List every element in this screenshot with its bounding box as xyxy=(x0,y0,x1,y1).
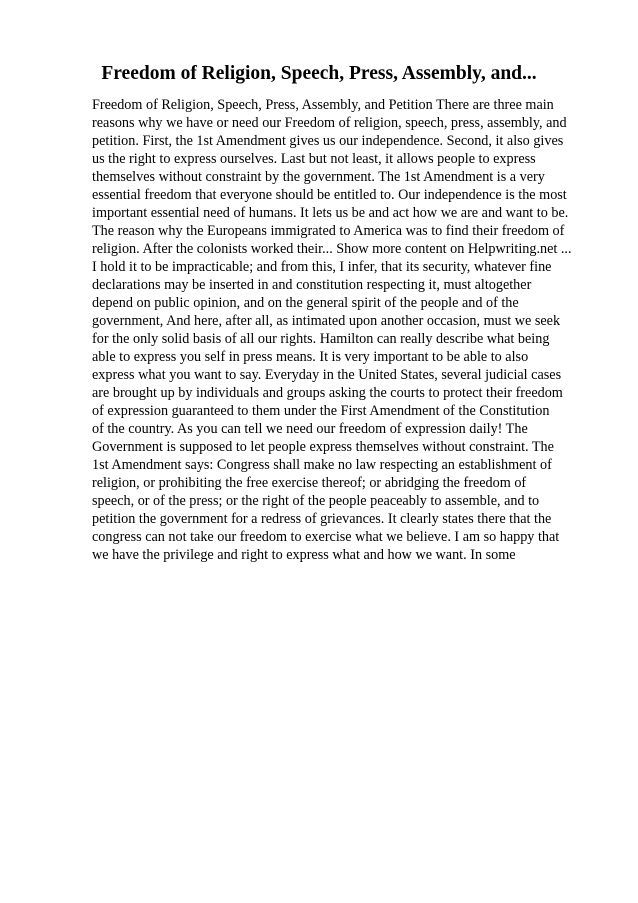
body-line: 1st Amendment says: Congress shall make no law respecting an establishment of xyxy=(92,457,552,473)
body-line: Freedom of Religion, Speech, Press, Assembly, and Petition There are three main xyxy=(92,97,554,113)
body-line: Government is supposed to let people express themselves without constraint. The xyxy=(92,439,554,455)
body-line: religion, or prohibiting the free exercise thereof; or abridging the freedom of xyxy=(92,475,527,491)
body-line: of the country. As you can tell we need our freedom of expression daily! The xyxy=(92,421,528,437)
body-line: us the right to express ourselves. Last but not least, it allows people to express xyxy=(92,151,536,167)
body-line: themselves without constraint by the government. The 1st Amendment is a very xyxy=(92,169,545,185)
document-title: Freedom of Religion, Speech, Press, Assembly, and... xyxy=(101,63,537,84)
body-line: The reason why the Europeans immigrated to America was to find their freedom of xyxy=(92,223,565,239)
body-line: I hold it to be impracticable; and from this, I infer, that its security, whatever fine xyxy=(92,259,552,275)
body-line: declarations may be inserted in and constitution respecting it, must altogether xyxy=(92,277,532,293)
body-line: essential freedom that everyone should be entitled to. Our independence is the most xyxy=(92,187,567,203)
body-line: important essential need of humans. It lets us be and act how we are and want to be. xyxy=(92,205,569,221)
body-line: we have the privilege and right to express what and how we want. In some xyxy=(92,547,516,563)
body-line: are brought up by individuals and groups asking the courts to protect their freedom xyxy=(92,385,563,401)
document-body xyxy=(92,96,572,564)
body-line: able to express you self in press means. It is very important to be able to also xyxy=(92,349,529,365)
body-line: of expression guaranteed to them under the First Amendment of the Constitution xyxy=(92,403,550,419)
body-line: speech, or of the press; or the right of the people peaceably to assemble, and to xyxy=(92,493,540,509)
body-line: petition. First, the 1st Amendment gives us our independence. Second, it also gives xyxy=(92,133,564,149)
body-line: congress can not take our freedom to exercise what we believe. I am so happy that xyxy=(92,529,560,545)
body-line: religion. After the colonists worked their... Show more content on Helpwriting.net ... xyxy=(92,241,572,257)
body-line: petition the government for a redress of grievances. It clearly states there that the xyxy=(92,511,552,527)
body-line: for the only solid basis of all our rights. Hamilton can really describe what being xyxy=(92,331,550,347)
body-line: government, And here, after all, as intimated upon another occasion, must we seek xyxy=(92,313,561,329)
body-line: reasons why we have or need our Freedom of religion, speech, press, assembly, and xyxy=(92,115,567,131)
body-line: depend on public opinion, and on the general spirit of the people and of the xyxy=(92,295,519,311)
body-line: express what you want to say. Everyday in the United States, several judicial cases xyxy=(92,367,562,383)
